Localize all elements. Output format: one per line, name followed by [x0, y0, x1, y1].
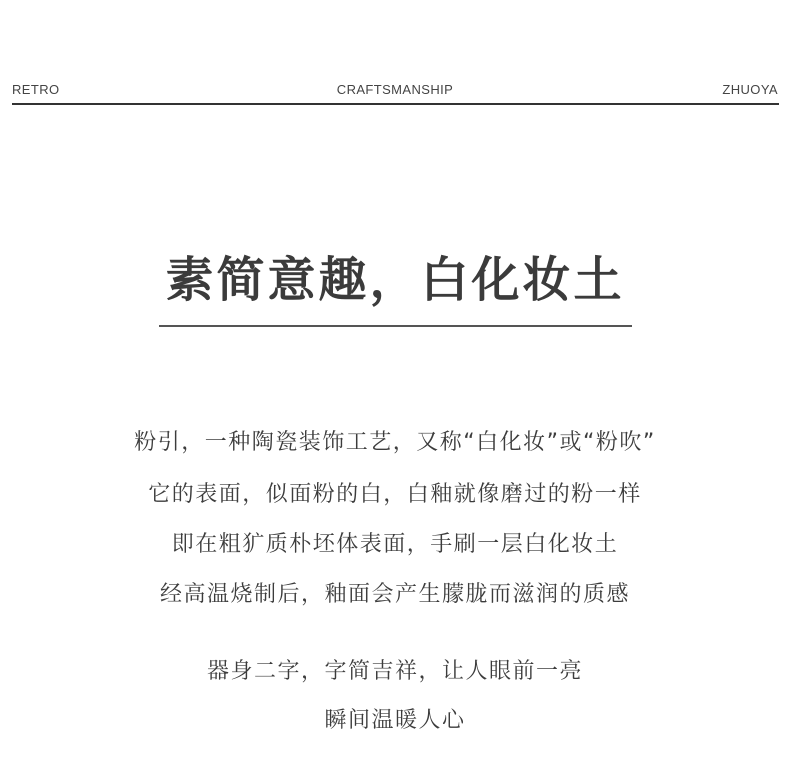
- body-line: 经高温烧制后，釉面会产生朦胧而滋润的质感: [159, 582, 630, 607]
- body-line: 器身二字，字简吉祥，让人眼前一亮: [206, 659, 583, 684]
- header-label-left: RETRO: [12, 82, 60, 97]
- body-line: 瞬间温暖人心: [324, 708, 466, 733]
- header-label-center: CRAFTSMANSHIP: [336, 82, 454, 97]
- header-label-right: ZHUOYA: [722, 82, 778, 97]
- header-divider: [12, 103, 779, 105]
- headline-title: 素简意趣，白化妆土: [165, 252, 625, 308]
- headline-underline: [159, 325, 632, 327]
- header-bar: [12, 80, 778, 100]
- body-line: 粉引，一种陶瓷装饰工艺，又称“白化妆”或“粉吹”: [134, 430, 656, 455]
- body-line: 即在粗犷质朴坯体表面，手刷一层白化妆土: [171, 532, 619, 557]
- body-line: 它的表面，似面粉的白，白釉就像磨过的粉一样: [148, 482, 642, 507]
